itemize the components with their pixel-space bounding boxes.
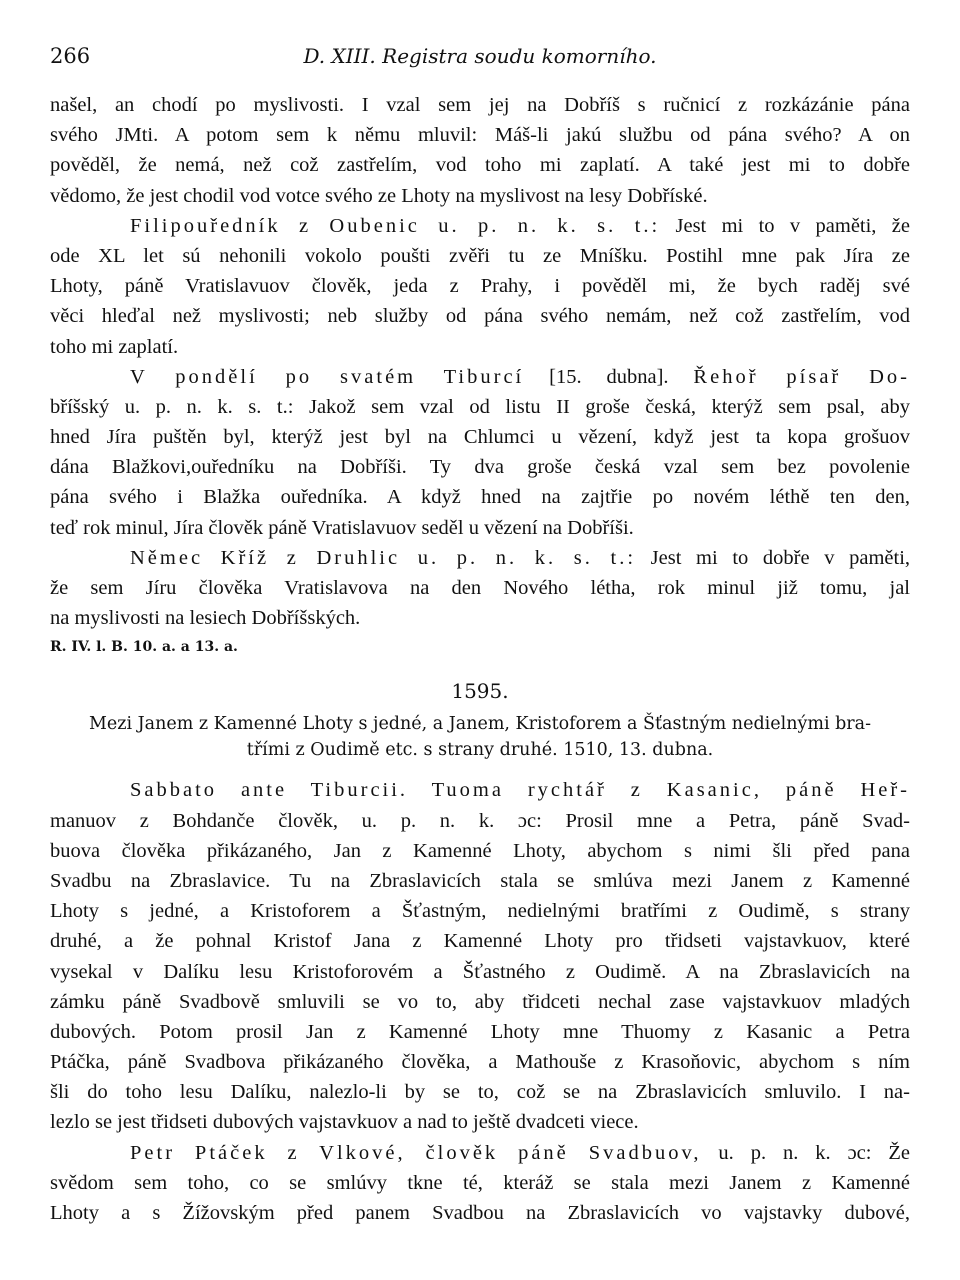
text-line: ode XL let sú nehonili vokolo poušti zvěři tu ze Mníšku. Postihl mne pak Jíra ze (50, 244, 910, 267)
entry-number: 1595. (451, 679, 509, 704)
page-body (50, 90, 910, 1228)
witness-name: Filipouředník z Oubenic u. p. n. k. s. t.: (130, 214, 661, 237)
text-line: Lhoty a s Žížovským před panem Svadbou na Zbraslavicích vo vajstavky dubové, (50, 1202, 910, 1224)
text-line: svého JMti. A potom sem k němu mluvil: Máš-li jakú službu od pána svého? A on (50, 124, 910, 147)
text-line: vysekal v Dalíku lesu Kristoforovém a Šťastného z Oudimě. A na Zbraslavicích na (50, 960, 910, 983)
text-line: buova člověka přikázaného, Jan z Kamenné Lhoty, abychom s nimi šli před pana (50, 839, 910, 862)
summary-line: třími z Oudimě etc. s strany druhé. 1510, 13. dubna. (246, 740, 714, 761)
text-line: lezlo se jest třidseti dubových vajstavkuov a nad to ještě dvadceti viece. (50, 1111, 639, 1134)
text-fragment: u. p. n. k. ɔc: Že (718, 1141, 911, 1164)
text-line: věci hleďal než myslivosti; neb služby od pána svého nemám, než což zastřelím, vod (50, 305, 910, 328)
date-heading: V pondělí po svatém Tiburcí (130, 365, 525, 388)
text-line: vědomo, že jest chodil vod votce svého ze Lhoty na myslivost na lesy Dobříské. (50, 184, 708, 207)
text-line: že sem Jíru člověka Vratislavova na den Nového létha, rok minul již tomu, jal (50, 577, 910, 599)
text-line: dána Blažkovi,ouředníku na Dobříši. Ty dva groše česká vzal sem bez povolenie (50, 456, 910, 479)
text-line: našel, an chodí po myslivosti. I vzal sem jej na Dobříš s ručnicí z rozkázánie pána (50, 94, 910, 116)
text-line: zámku páně Svadbově smluvili se vo to, aby třidceti nechal zase vajstavkuov mladých (50, 990, 910, 1013)
text-line: Svadbu na Zbraslavice. Tu na Zbraslavicích stala se smlúva mezi Janem z Kamenné (50, 869, 910, 892)
date-bracket: [15. dubna]. (549, 365, 669, 388)
text-line: svědom sem toho, co se smlúvy tkne té, kteráž se stala mezi Janem z Kamenné (50, 1171, 910, 1194)
text-line: manuov z Bohdanče člověk, u. p. n. k. ɔc: Prosil mne a Petra, páně Svad- (50, 809, 910, 832)
running-head: D. XIII. Registra soudu komorního. (303, 44, 657, 68)
text-line: druhé, a že pohnal Kristof Jana z Kamenné Lhoty pro třidseti vajstavkuov, které (50, 930, 910, 953)
summary-line: Mezi Janem z Kamenné Lhoty s jedné, a Janem, Kristoforem a Šťastným nedielnými bra- (88, 714, 872, 735)
page-header (50, 44, 910, 78)
text-line: Lhoty, páně Vratislavuov člověk, jeda z Prahy, i pověděl mi, že bych raděj své (50, 275, 910, 298)
paragraph-start (50, 1138, 910, 1168)
text-fragment: Jest mi to dobře v paměti, (650, 546, 911, 569)
paragraph-start (50, 211, 910, 241)
paragraph-start (50, 543, 910, 573)
witness-name: Němec Kříž z Druhlic u. p. n. k. s. t.: (130, 546, 637, 569)
source-reference: R. IV. l. B. 10. a. a 13. a. (50, 639, 238, 656)
paragraph-start (50, 362, 910, 392)
witness-name: Řehoř písař Do- (693, 365, 911, 388)
text-line: pověděl, že nemá, než což zastřelím, vod toho mi zaplatí. A také jest mi to dobře (50, 154, 910, 177)
text-line: Lhoty s jedné, a Kristoforem a Šťastným, nedielnými bratřími z Oudimě, s strany (50, 900, 910, 923)
text-line: teď rok minul, Jíra člověk páně Vratislavuov seděl u vězení na Dobříši. (50, 516, 634, 539)
text-line: hned Jíra puštěn byl, kterýž jest byl na Chlumci u vězení, když jest ta kopa grošuov (50, 426, 910, 449)
text-line: na myslivosti na lesiech Dobříšských. (50, 607, 361, 630)
text-line: Ptáčka, páně Svadbova přikázaného člověka, a Mathouše z Krasoňovic, abychom s ním (50, 1051, 910, 1074)
text-line: šli do toho lesu Dalíku, nalezlo-li by se to, což se na Zbraslavicích smluvilo. I na- (50, 1081, 910, 1104)
witness-name: Petr Ptáček z Vlkové, člověk páně Svadbuov, (130, 1141, 702, 1164)
text-line: toho mi zaplatí. (50, 335, 179, 358)
text-line: pána svého i Blažka ouředníka. A když hned na zajtřie po novém léthě ten den, (50, 486, 910, 509)
page-number: 266 (50, 44, 91, 68)
text-line: dubových. Potom prosil Jan z Kamenné Lhoty mne Thuomy z Kasanic a Petra (50, 1020, 910, 1043)
text-fragment: Jest mi to v paměti, že (675, 214, 910, 237)
paragraph-start: Sabbato ante Tiburcii. Tuoma rychtář z Kasanic, páně Heř- (130, 779, 910, 802)
entry-summary (50, 711, 910, 763)
text-line: bříšský u. p. n. k. s. t.: Jakož sem vzal od listu II groše česká, kterýž sem psal, aby (50, 395, 910, 418)
